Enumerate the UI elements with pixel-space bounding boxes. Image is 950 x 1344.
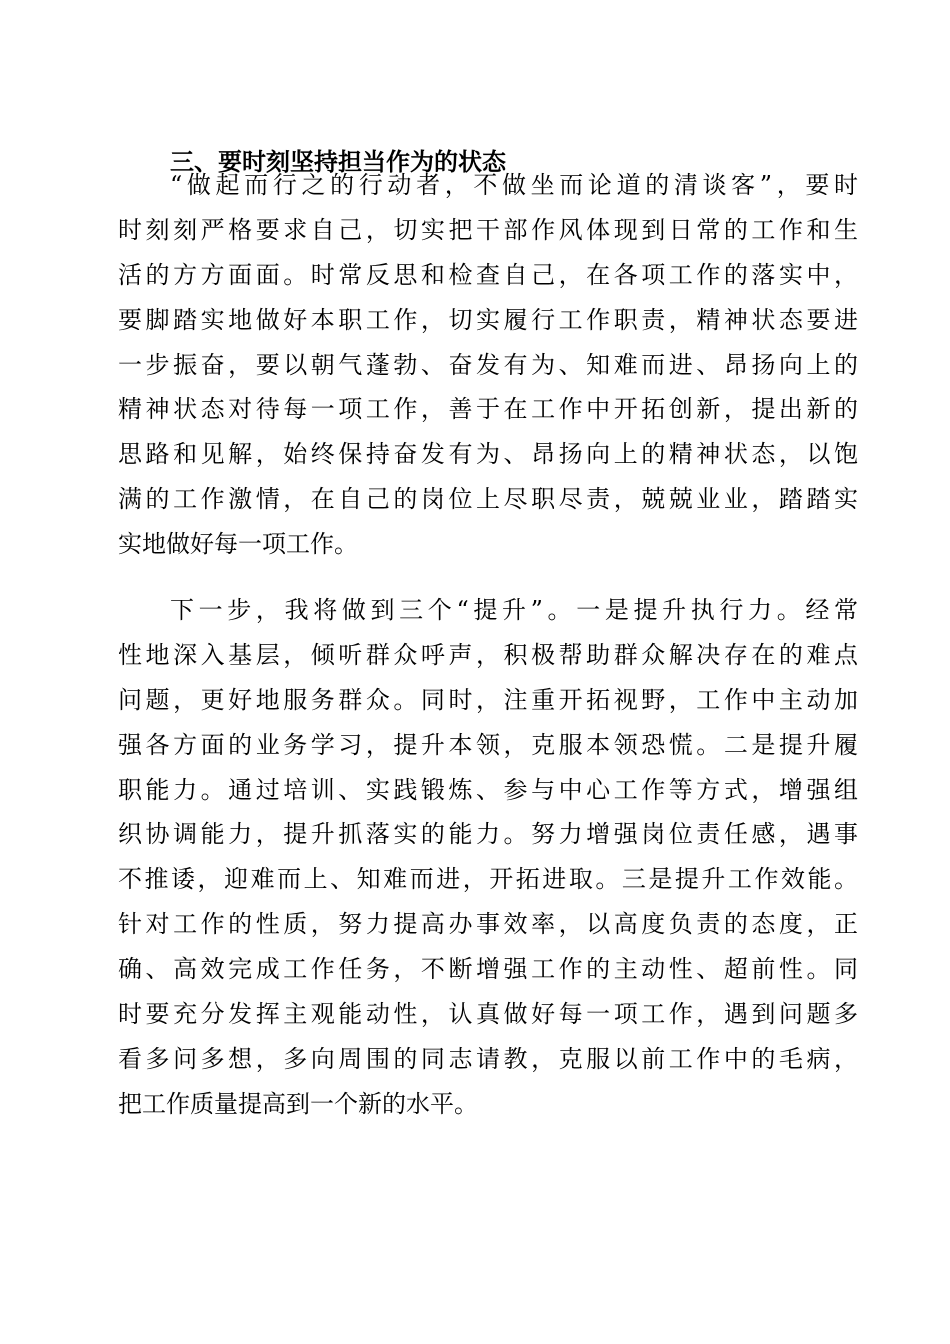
- paragraph-line: 实地做好每一项工作。: [118, 530, 358, 559]
- paragraph-line: 性地深入基层，倾听群众呼声，积极帮助群众解决存在的难点: [118, 640, 858, 669]
- paragraph-line: 时刻刻严格要求自己，切实把干部作风体现到日常的工作和生: [118, 215, 858, 244]
- paragraph-line: 针对工作的性质，努力提高办事效率，以高度负责的态度，正: [118, 910, 858, 939]
- paragraph-line: 要脚踏实地做好本职工作，切实履行工作职责，精神状态要进: [118, 305, 858, 334]
- paragraph-line: 问题，更好地服务群众。同时，注重开拓视野，工作中主动加: [118, 685, 858, 714]
- paragraph-line: 不推诿，迎难而上、知难而进，开拓进取。三是提升工作效能。: [118, 865, 858, 894]
- paragraph-line: 活的方方面面。时常反思和检查自己，在各项工作的落实中，: [118, 260, 858, 289]
- paragraph-line: 强各方面的业务学习，提升本领，克服本领恐慌。二是提升履: [118, 730, 858, 759]
- section-heading: 三、要时刻坚持担当作为的状态: [170, 148, 506, 176]
- paragraph-line: 看多问多想，多向周围的同志请教，克服以前工作中的毛病，: [118, 1044, 858, 1073]
- paragraph-line: 一步振奋，要以朝气蓬勃、奋发有为、知难而进、昂扬向上的: [118, 350, 858, 379]
- paragraph-line: 确、高效完成工作任务，不断增强工作的主动性、超前性。同: [118, 955, 858, 984]
- paragraph-line: 把工作质量提高到一个新的水平。: [118, 1089, 478, 1118]
- paragraph-line: 思路和见解，始终保持奋发有为、昂扬向上的精神状态，以饱: [118, 440, 858, 469]
- paragraph-line: 织协调能力，提升抓落实的能力。努力增强岗位责任感，遇事: [118, 820, 858, 849]
- paragraph-line: 时要充分发挥主观能动性，认真做好每一项工作，遇到问题多: [118, 1000, 858, 1029]
- paragraph-line: 满的工作激情，在自己的岗位上尽职尽责，兢兢业业，踏踏实: [118, 485, 858, 514]
- paragraph-line: 精神状态对待每一项工作，善于在工作中开拓创新，提出新的: [118, 395, 858, 424]
- paragraph-line: 职能力。通过培训、实践锻炼、参与中心工作等方式，增强组: [118, 775, 858, 804]
- paragraph-2: [118, 588, 858, 1127]
- paragraph-1: [118, 163, 858, 567]
- paragraph-line: “做起而行之的行动者，不做坐而论道的清谈客”，要时: [170, 171, 858, 199]
- paragraph-line: 下一步，我将做到三个“提升”。一是提升执行力。经常: [170, 596, 858, 624]
